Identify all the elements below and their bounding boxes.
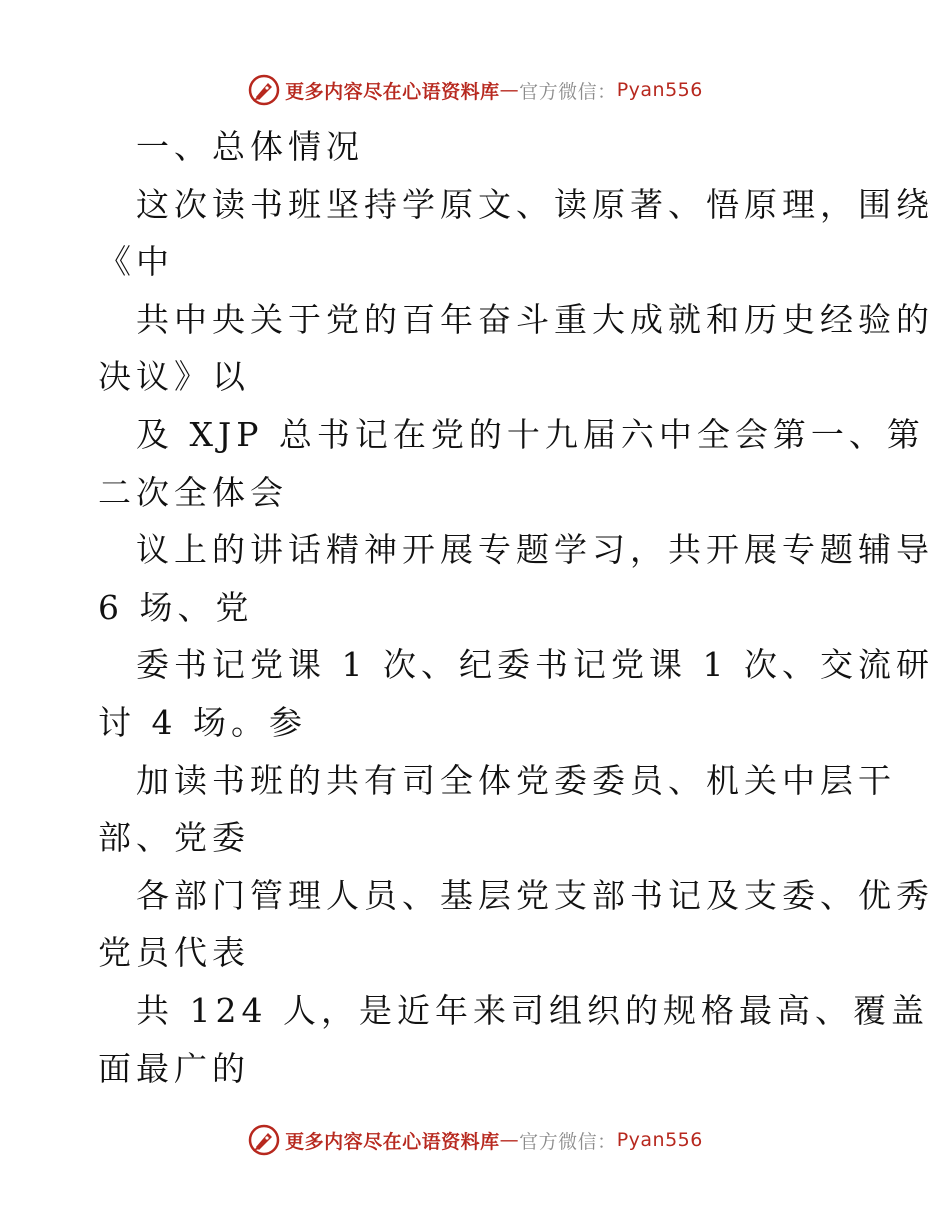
watermark-dash: — (499, 79, 520, 101)
header-watermark (0, 70, 950, 110)
text-line: 决议》以 (98, 357, 250, 397)
watermark-label: 官方微信： (519, 80, 617, 103)
text-line: 二次全体会 (98, 472, 288, 512)
text-line: 加读书班的共有司全体党委委员、机关中层干 (136, 760, 896, 800)
text-line: 这次读书班坚持学原文、读原著、悟原理，围绕 (136, 184, 934, 224)
watermark-brand: 更多内容尽在心语资料库 (285, 80, 500, 103)
text-line: 部、党委 (98, 818, 250, 858)
text-line: 议上的讲话精神开展专题学习，共开展专题辅导 (136, 530, 934, 570)
text-line: 各部门管理人员、基层党支部书记及支委、优秀 (136, 875, 934, 915)
text-line: 讨 4 场。参 (98, 702, 307, 742)
watermark-id: Pyan556 (616, 1129, 703, 1151)
text-line: 及 XJP 总书记在党的十九届六中全会第一、第 (136, 414, 925, 454)
text-line: 《中 (98, 242, 174, 282)
text-line: 共中央关于党的百年奋斗重大成就和历史经验的 (136, 299, 934, 339)
pen-nib-logo-icon (247, 73, 281, 107)
text-line: 党员代表 (98, 933, 250, 973)
watermark-brand: 更多内容尽在心语资料库 (285, 1130, 500, 1153)
footer-watermark (0, 1120, 950, 1160)
text-line: 共 124 人，是近年来司组织的规格最高、覆盖 (136, 990, 929, 1030)
document-body (98, 118, 934, 1097)
watermark-dash: — (499, 1129, 520, 1151)
text-line: 一、总体情况 (136, 127, 364, 166)
watermark-label: 官方微信： (519, 1130, 617, 1153)
text-line: 委书记党课 1 次、纪委书记党课 1 次、交流研 (136, 645, 934, 685)
pen-nib-logo-icon (247, 1123, 281, 1157)
text-line: 6 场、党 (98, 587, 254, 627)
watermark-id: Pyan556 (616, 79, 703, 101)
text-line: 面最广的 (98, 1048, 250, 1088)
